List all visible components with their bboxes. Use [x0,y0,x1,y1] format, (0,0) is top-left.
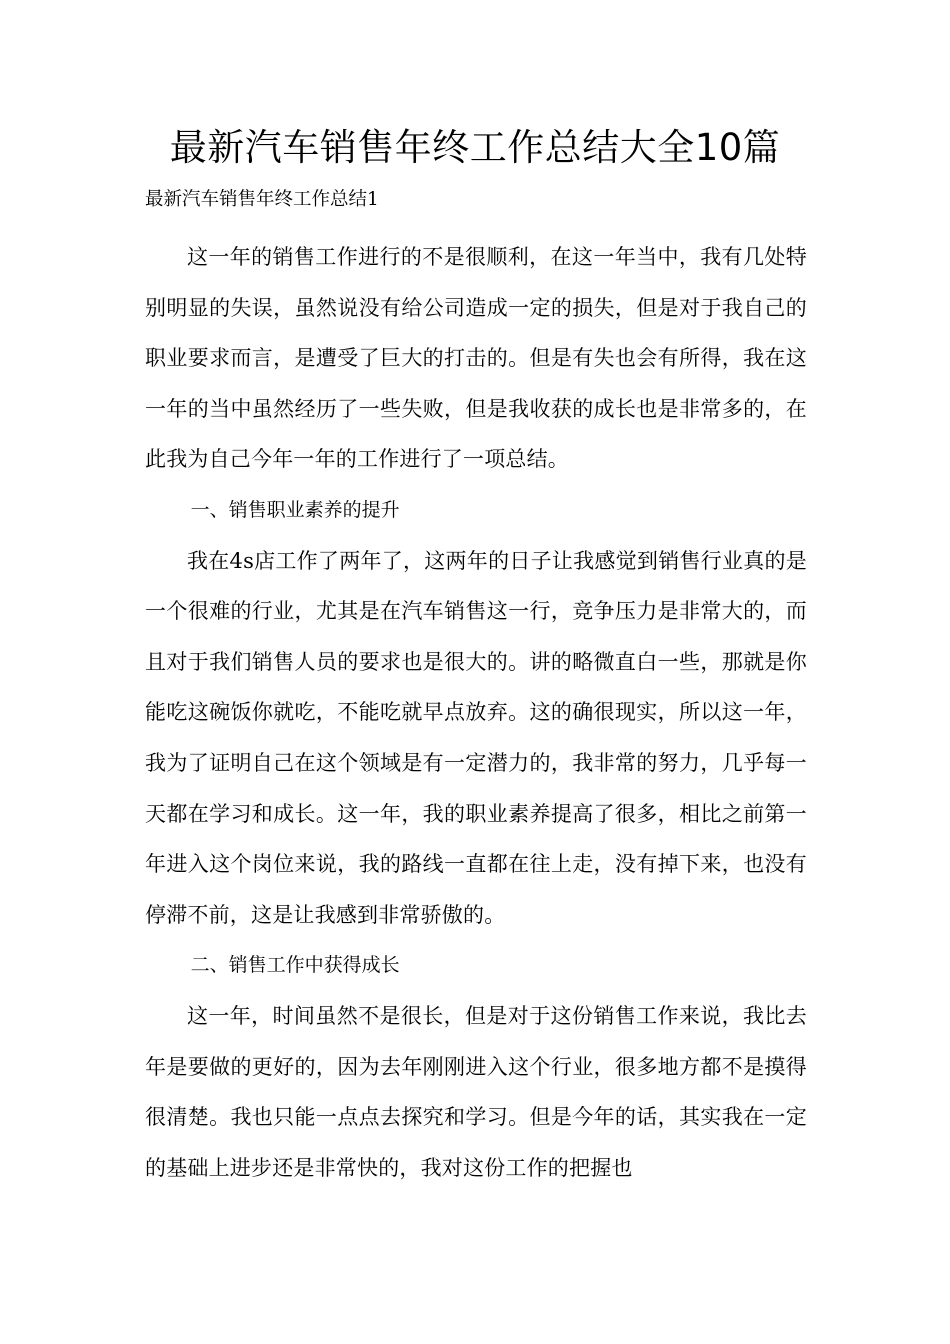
section-heading-2: 二、销售工作中获得成长 [190,954,400,977]
paragraph-section-1: 我在4s店工作了两年了，这两年的日子让我感觉到销售行业真的是一个很难的行业，尤其是在汽车销售这一行，竞争压力是非常大的，而且对于我们销售人员的要求也是很大的。讲的略微直白一些，那就是你能吃这碗饭你就吃，不能吃就早点放弃。这的确很现实，所以这一年，我为了证明自己在这个领域是有一定潜力的，我非常的努力，几乎每一天都在学习和成长。这一年，我的职业素养提高了很多，相比之前第一年进入这个岗位来说，我的路线一直都在往上走，没有掉下来，也没有停滞不前，这是让我感到非常骄傲的。 [145,548,807,927]
paragraph-section-2: 这一年，时间虽然不是很长，但是对于这份销售工作来说，我比去年是要做的更好的，因为去年刚刚进入这个行业，很多地方都不是摸得很清楚。我也只能一点点去探究和学习。但是今年的话，其实我在一定的基础上进步还是非常快的，我对这份工作的把握也 [145,1003,807,1180]
document-body [145,232,807,1193]
document-subtitle: 最新汽车销售年终工作总结1 [145,189,379,210]
paragraph-intro: 这一年的销售工作进行的不是很顺利，在这一年当中，我有几处特别明显的失误，虽然说没有给公司造成一定的损失，但是对于我自己的职业要求而言，是遭受了巨大的打击的。但是有失也会有所得，我在这一年的当中虽然经历了一些失败，但是我收获的成长也是非常多的，在此我为自己今年一年的工作进行了一项总结。 [145,245,807,472]
document-title: 最新汽车销售年终工作总结大全10篇 [169,126,781,169]
section-heading-1: 一、销售职业素养的提升 [190,498,400,521]
